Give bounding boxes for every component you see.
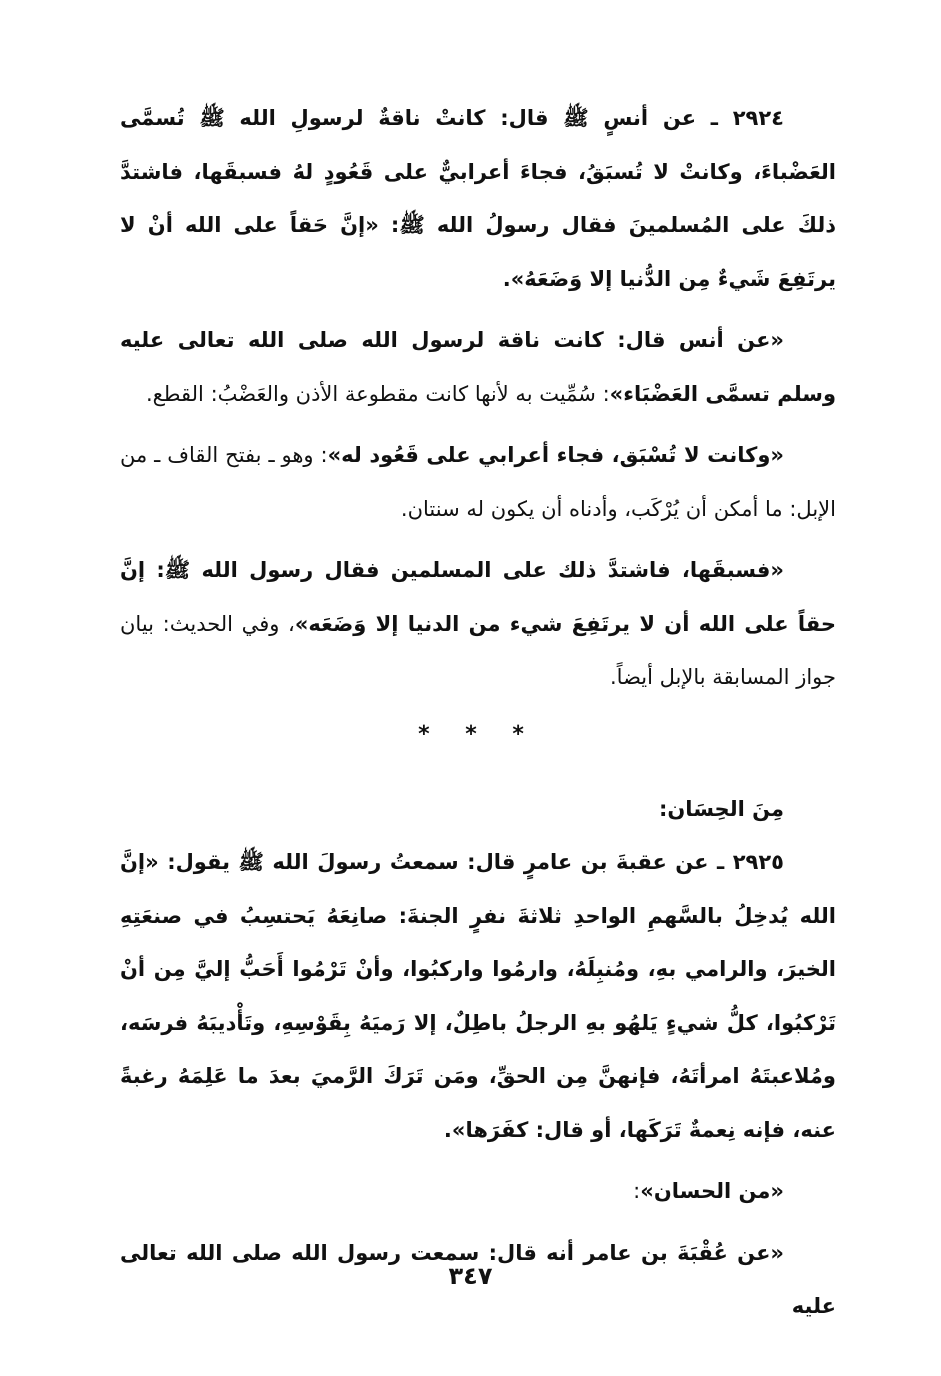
quoted-text: «فسبقَها، فاشتدَّ ذلك على المسلمين فقال رسول الله ﷺ: إنَّ حقاً على الله أن لا يرتَفِعَ شيء من الدنيا إلا وَضَعَه» xyxy=(120,558,836,636)
commentary-paragraph-4 xyxy=(120,1165,836,1219)
commentary-text: : وهو ـ بفتح القاف ـ من الإبل: ما أمكن أن يُرْكَب، وأدناه أن يكون له سنتان. xyxy=(120,443,836,521)
quoted-text: «عن أنس قال: كانت ناقة لرسول الله صلى الله تعالى عليه وسلم تسمَّى العَضْبَاء» xyxy=(120,328,836,406)
hadith-2924: ٢٩٢٤ ـ عن أنسٍ ﷺ قال: كانتْ ناقةٌ لرسولِ الله ﷺ تُسمَّى العَضْباءَ، وكانتْ لا تُسبَقُ، فجاءَ أعرابيٌّ على قَعُودٍ لهُ فسبقَها، فاشتدَّ ذلكَ على المُسلمينَ فقال رسولُ الله ﷺ: «إنَّ حَقاً على الله أنْ لا يرتَفِعَ شَيءٌ مِن الدُّنيا إلا وَضَعَهُ». xyxy=(120,106,836,291)
section-title: مِنَ الحِسَان: xyxy=(658,796,784,821)
page-number: ٣٤٧ xyxy=(448,1262,493,1290)
page-body xyxy=(120,92,836,1334)
commentary-paragraph-2 xyxy=(120,429,836,536)
section-separator: * * * xyxy=(418,721,538,747)
quoted-text: «وكانت لا تُسْبَق، فجاء أعرابي على قَعُود له» xyxy=(327,443,784,467)
quoted-text: «من الحسان» xyxy=(640,1179,784,1203)
commentary-text: : xyxy=(633,1179,641,1203)
quoted-text: «عن عُقْبَةَ بن عامر أنه قال: سمعت رسول الله صلى الله تعالى عليه xyxy=(120,1240,836,1318)
commentary-paragraph-3 xyxy=(120,544,836,705)
commentary-text: ، وفي الحديث: بيان جواز المسابقة بالإبل أيضاً. xyxy=(120,611,836,689)
hadith-2925: ٢٩٢٥ ـ عن عقبةَ بن عامرٍ قال: سمعتُ رسولَ الله ﷺ يقول: «إنَّ الله يُدخِلُ بالسَّهمِ الواحدِ ثلاثةَ نفرٍ الجنةَ: صانِعَهُ يَحتسِبُ في صنعَتِهِ الخيرَ، والرامي بهِ، ومُنبِلَهُ، وارمُوا واركبُوا، وأنْ تَرْمُوا أَحَبُّ إليَّ مِن أنْ تَرْكبُوا، كلُّ شيءٍ يَلهُو بهِ الرجلُ باطِلٌ، إلا رَميَهُ بِقَوْسِهِ، وتَأْديبَهُ فرسَه، ومُلاعبتَهُ امرأتَهُ، فإنهنَّ مِن الحقِّ، ومَن تَرَكَ الرَّميَ بعدَ ما عَلِمَهُ رغبةً عنه، فإنه نِعمةٌ تَرَكَها، أو قال: كفَرَها». xyxy=(120,850,836,1142)
commentary-paragraph-1 xyxy=(120,314,836,421)
commentary-text: : سُمِّيت به لأنها كانت مقطوعة الأذن والعَضْبُ: القطع. xyxy=(145,381,610,406)
